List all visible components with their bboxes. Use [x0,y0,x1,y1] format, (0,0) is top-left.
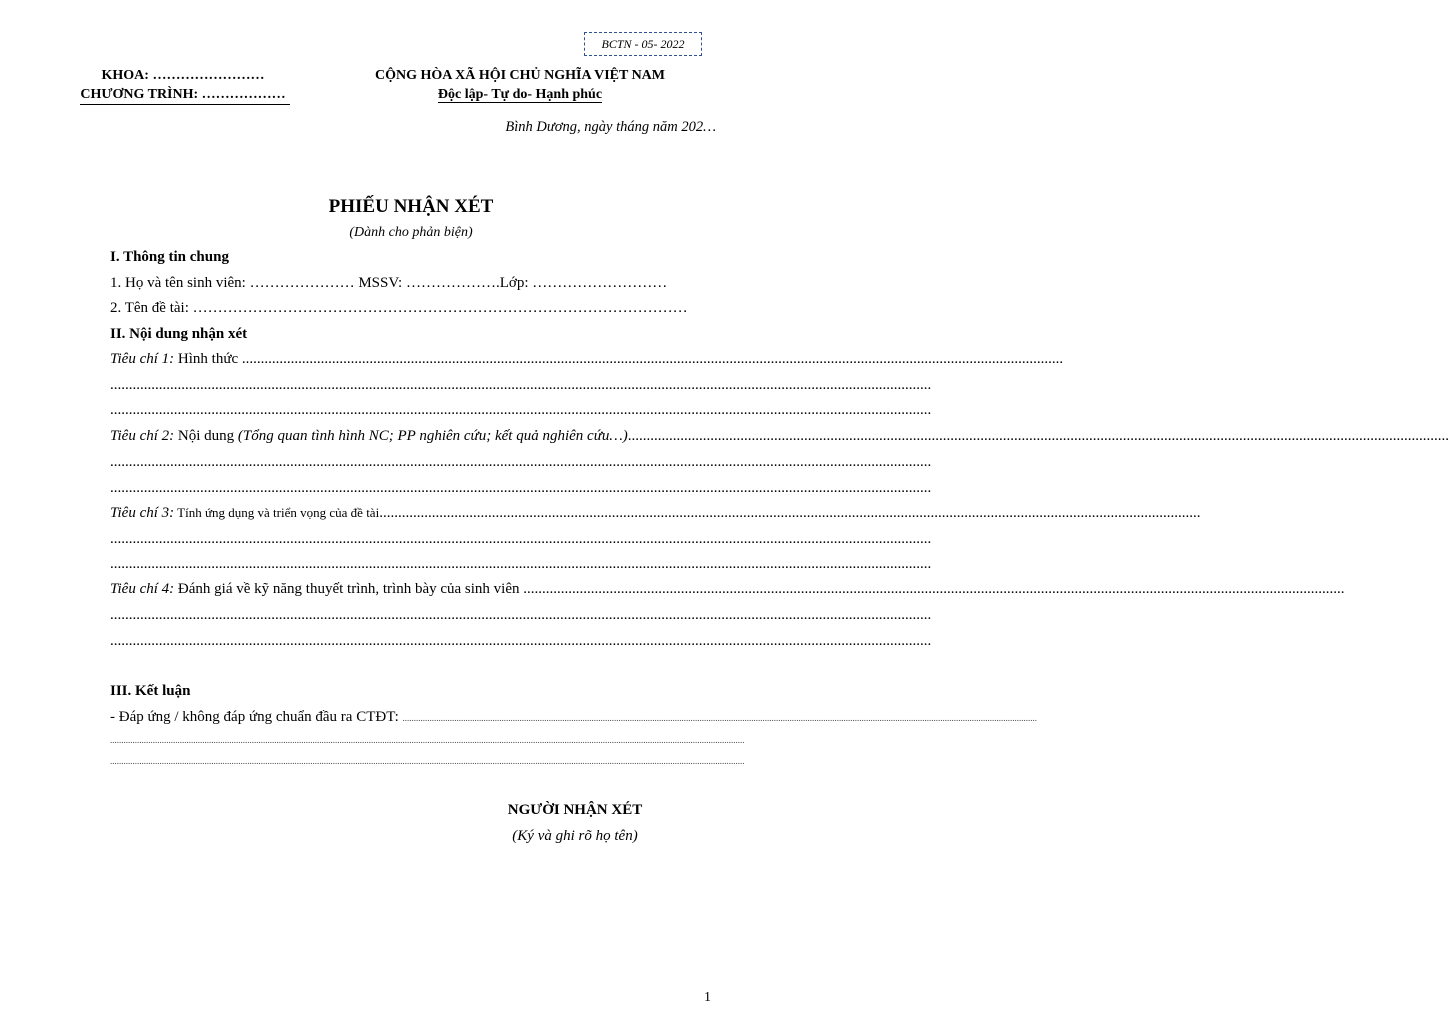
criterion-2-label: Tiêu chí 2: [110,428,175,444]
criterion-3-dots: ........................................................................................................................................................................................................................... [379,505,1201,521]
signer-note: (Ký và ghi rõ họ tên) [512,828,638,844]
national-motto: Độc lập- Tự do- Hạnh phúc [437,87,603,102]
section-1-heading: I. Thông tin chung [110,249,229,265]
left-header-rule [80,104,290,105]
section-3-heading: III. Kết luận [110,683,191,699]
criterion-3-answer-line[interactable]: ........................................................................................................................................................................................................................... [110,556,932,572]
criterion-2-dots: ........................................................................................................................................................................................................................... [627,428,1449,444]
criterion-1-line[interactable] [110,351,1064,368]
criterion-2-text: Nội dung [174,428,238,444]
place-date-line: Bình Dương, ngày tháng năm 202… [505,119,716,135]
conclusion-line[interactable] [110,709,1038,726]
page-number: 1 [704,990,711,1005]
conclusion-label: - Đáp ứng / không đáp ứng chuẩn đầu ra CTĐT: [110,709,403,725]
criterion-1-text: Hình thức [174,351,239,367]
program-line: CHƯƠNG TRÌNH: ……………… [80,87,286,102]
national-title: CỘNG HÒA XÃ HỘI CHỦ NGHĨA VIỆT NAM [374,68,665,83]
form-code: BCTN - 05- 2022 [601,36,685,51]
criterion-4-line[interactable] [110,581,1345,598]
criterion-4-answer-line[interactable]: ........................................................................................................................................................................................................................... [110,633,932,649]
conclusion-answer-line[interactable]: .......................................................................................................................................................................................................................................................................................... [110,735,745,745]
document-title: PHIẾU NHẬN XÉT [328,196,494,217]
criterion-1-dots: ........................................................................................................................................................................................................................... [241,351,1064,367]
criterion-4-answer-line[interactable]: ........................................................................................................................................................................................................................... [110,607,932,623]
criterion-1-label: Tiêu chí 1: [110,351,175,367]
form-code-box [584,32,702,56]
document-subtitle: (Dành cho phản biện) [349,225,473,240]
section-2-heading: II. Nội dung nhận xét [110,326,248,342]
conclusion-answer-line[interactable]: .......................................................................................................................................................................................................................................................................................... [110,756,745,766]
signer-title: NGƯỜI NHẬN XÉT [507,802,643,818]
criterion-1-answer-line[interactable]: ........................................................................................................................................................................................................................... [110,377,932,393]
student-info-field[interactable]: 1. Họ và tên sinh viên: ………………… MSSV: ……………….Lớp: ……………………… [110,275,668,291]
criterion-3-line[interactable] [110,505,1201,522]
conclusion-dots: .......................................................................................................................................................................................................................................................................................... [402,713,1038,723]
topic-field[interactable]: 2. Tên đề tài: ……………………………………………………………………………………… [110,300,688,316]
criterion-2-note: (Tổng quan tình hình NC; PP nghiên cứu; kết quả nghiên cứu…) [237,428,628,444]
criterion-2-line[interactable] [110,428,1449,445]
criterion-2-answer-line[interactable]: ........................................................................................................................................................................................................................... [110,454,932,470]
criterion-3-answer-line[interactable]: ........................................................................................................................................................................................................................... [110,531,932,547]
criterion-4-dots: ........................................................................................................................................................................................................................... [523,581,1345,597]
criterion-4-text: Đánh giá về kỹ năng thuyết trình, trình bày của sinh viên [174,581,520,597]
criterion-3-label: Tiêu chí 3: [110,505,175,521]
criterion-2-answer-line[interactable]: ........................................................................................................................................................................................................................... [110,480,932,496]
criterion-3-text: Tính ứng dụng và triển vọng của đề tài [174,505,380,520]
criterion-4-label: Tiêu chí 4: [110,581,175,597]
faculty-line: KHOA: …………………… [101,68,265,83]
criterion-1-answer-line[interactable]: ........................................................................................................................................................................................................................... [110,402,932,418]
national-motto-wrap [340,87,700,103]
